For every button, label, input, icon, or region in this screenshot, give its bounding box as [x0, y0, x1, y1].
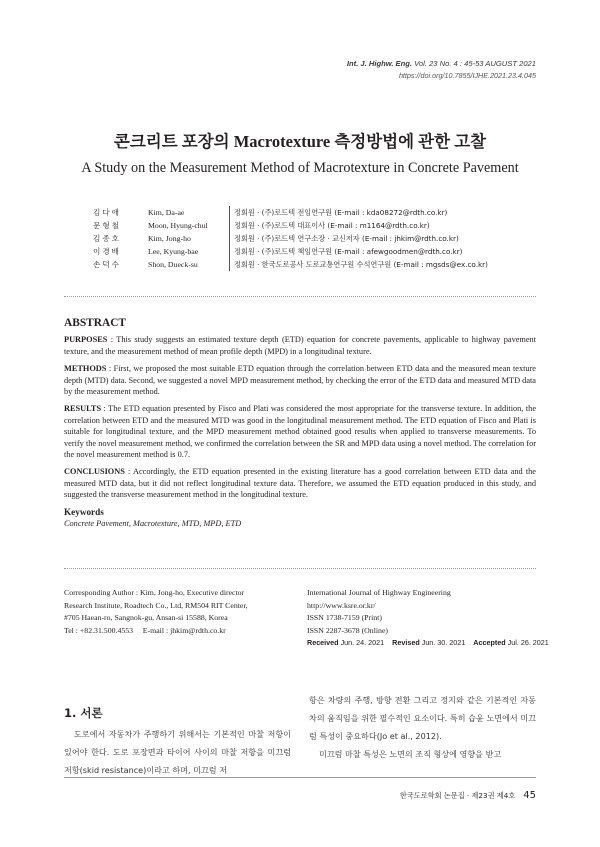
- footer-journal: 한국도로학회 논문집 · 제23권 제4호: [399, 791, 516, 800]
- author-name-english: Kim, Da-ae: [148, 208, 185, 217]
- abstract-section: [64, 318, 536, 530]
- author-name-korean: 문형철: [93, 221, 122, 230]
- conclusions-label: CONCLUSIONS: [64, 467, 125, 477]
- journal-name: International Journal of Highway Engineering: [307, 588, 451, 597]
- author-row: [93, 219, 488, 232]
- author-list: [93, 206, 488, 271]
- methods-label: METHODS: [64, 364, 107, 374]
- author-row: [93, 245, 488, 258]
- results-text: : The ETD equation presented by Fisco and Plati was considered the most appropriate for the transverse texture. In addition, the correlation between ETD and the measured MTD was good in the longitudinal measurement method. The ETD equation of Fisco and Plati is suitable for longitudinal texture, and the MPD measurement method obtained good results when applied to transverse measurements. To verify the novel measurement method, we confirmed the correlation between the SR and MPD data using a novel method. The correlation for the novel measurement method is 0.7.: [64, 404, 536, 460]
- divider-bottom: [64, 568, 536, 569]
- methods-text: : First, we proposed the most suitable ETD equation through the correlation between ETD data and the measured mean texture depth (MTD) data. Second, we suggested a novel MPD measurement method, by checking the error of the ETD data and measured MTD data by the measurement method.: [64, 364, 536, 397]
- journal-info-block: [307, 587, 555, 650]
- author-name-korean: 손덕수: [93, 260, 122, 269]
- author-row: [93, 258, 488, 271]
- page-footer: [400, 790, 536, 801]
- author-name-korean: 김다애: [93, 208, 122, 217]
- keywords-heading: Keywords: [64, 506, 104, 517]
- body-column-right: [309, 691, 536, 763]
- journal-header: [347, 58, 536, 82]
- paper-title-english: A Study on the Measurement Method of Macrotexture in Concrete Pavement: [81, 160, 519, 176]
- abstract-purposes: [64, 334, 536, 357]
- results-label: RESULTS: [64, 404, 102, 414]
- citation-line: [347, 58, 536, 70]
- issn-print: ISSN 1738-7159 (Print): [307, 613, 382, 623]
- author-affiliation: 정회원 · 한국도로공사 도로교통연구원 수석연구원 (E-mail : mgsds@ex.co.kr): [229, 258, 488, 271]
- received-label: Received: [307, 638, 339, 648]
- body-paragraph: 미끄럼 마찰 특성은 노면의 조직 형상에 영향을 받고: [319, 749, 502, 759]
- corresponding-line: Research Institute, Roadtech Co., Ltd, RM504 RIT Center,: [64, 600, 248, 610]
- abstract-methods: [64, 363, 536, 397]
- author-name-english: Lee, Kyung-bae: [148, 247, 199, 256]
- author-affiliation: 정회원 · (주)로드텍 연구소장 · 교신저자 (E-mail : jhkim@rdth.co.kr): [229, 232, 459, 245]
- abstract-conclusions: [64, 466, 536, 500]
- abstract-heading: ABSTRACT: [64, 317, 127, 329]
- author-affiliation: 정회원 · (주)로드텍 책임연구원 (E-mail : afewgoodmen@rdth.co.kr): [229, 245, 462, 258]
- accepted-date: Jul. 26. 2021: [507, 638, 549, 648]
- footer-divider: [64, 777, 536, 778]
- paper-title-korean: 콘크리트 포장의 Macrotexture 측정방법에 관한 고찰: [113, 132, 487, 151]
- body-column-left: [64, 704, 291, 779]
- volume-info: Vol. 23 No. 4 : 45-53 AUGUST 2021: [414, 59, 536, 68]
- revised-date: Jun. 30. 2021: [421, 638, 466, 648]
- conclusions-text: : Accordingly, the ETD equation presented in the existing literature has a good correlation between ETD data and the measured MTD data, but it did not reflect longitudinal texture data. Therefore, we assumed the ETD equation produced in this study, and suggested the transverse measurement method in the longitudinal texture.: [64, 467, 536, 500]
- divider-top: [64, 296, 536, 297]
- corresponding-author-block: [64, 587, 248, 637]
- author-affiliation: 정회원 · (주)로드텍 전임연구원 (E-mail : kda08272@rdth.co.kr): [229, 206, 447, 219]
- author-name-english: Kim, Jong-ho: [148, 234, 191, 243]
- author-row: [93, 206, 488, 219]
- journal-abbrev: Int. J. Highw. Eng.: [346, 59, 413, 68]
- corresponding-line: #705 Haean-ro, Sangnok-gu, Ansan-si 15588, Korea: [64, 613, 228, 623]
- doi-link[interactable]: https://doi.org/10.7855/IJHE.2021.23.4.045: [398, 71, 536, 80]
- author-affiliation: 정회원 · (주)로드텍 대표이사 (E-mail : m1164@rdth.co.kr): [229, 219, 430, 232]
- accepted-label: Accepted: [473, 638, 506, 648]
- revised-label: Revised: [392, 638, 420, 648]
- body-paragraph: 항은 차량의 주행, 방향 전환 그리고 정지와 같은 기본적인 자동차의 움직임을 위한 필수적인 요소이다. 특히 습윤 노면에서 미끄럼 특성이 중요하다(Jo et al., 2012).: [309, 695, 536, 741]
- section-heading: 1. 서론: [64, 706, 103, 720]
- author-name-korean: 이경배: [93, 247, 122, 256]
- page-number: 45: [523, 790, 536, 801]
- author-name-english: Shon, Dueck-su: [148, 260, 198, 269]
- author-name-english: Moon, Hyung-chul: [148, 221, 208, 230]
- corresponding-line: Corresponding Author : Kim, Jong-ho, Executive director: [64, 588, 245, 597]
- keywords-list: Concrete Pavement, Macrotexture, MTD, MPD, ETD: [64, 519, 242, 529]
- author-row: [93, 232, 488, 245]
- abstract-results: [64, 403, 536, 460]
- purposes-label: PURPOSES: [64, 335, 108, 345]
- submission-dates: [307, 637, 555, 650]
- purposes-text: : This study suggests an estimated texture depth (ETD) equation for concrete pavements, applicable to highway pavement texture, and the measurement method of mean profile depth (MPD) in a longitudinal texture.: [64, 335, 536, 356]
- corresponding-line: Tel : +82.31.500.4553 E-mail : jhkim@rdth.co.kr: [64, 625, 226, 635]
- body-paragraph: 도로에서 자동차가 주행하기 위해서는 기본적인 마찰 저항이 있어야 한다. 도로 포장면과 타이어 사이의 마찰 저항을 미끄럼 저항(skid resistance)이라고 하며, 미끄럼 저: [64, 729, 291, 775]
- journal-url[interactable]: http://www.ksre.or.kr/: [307, 600, 376, 610]
- received-date: Jun. 24. 2021: [340, 638, 385, 648]
- author-name-korean: 김종호: [93, 234, 122, 243]
- issn-online: ISSN 2287-3678 (Online): [307, 625, 388, 635]
